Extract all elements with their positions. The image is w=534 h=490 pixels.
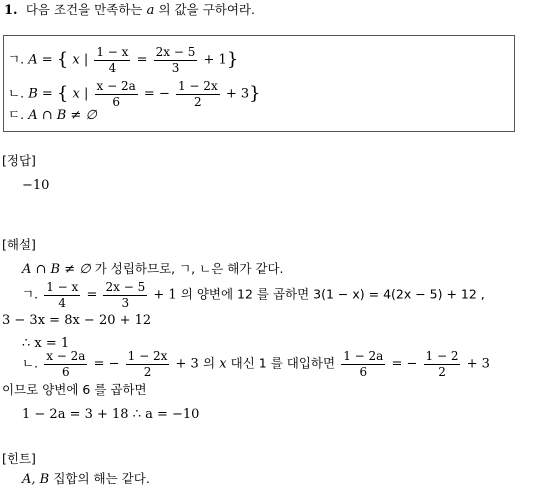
condition-2: ㄴ. B = { x | $\frac{x - 2a}{6}$ = − $\frac{1 - 2x}{2}$ + 3} bbox=[8, 79, 261, 109]
condition-2-lhs: B = bbox=[28, 86, 57, 102]
condition-2-marker: ㄴ. bbox=[8, 85, 25, 101]
explanation-line-4: ∴ x = 1 bbox=[22, 336, 70, 351]
explanation-line-5-tail2: + 3 bbox=[466, 356, 490, 372]
explanation-line-5-text-a: 의 bbox=[202, 355, 216, 371]
explanation-line-5-f4-num: 1 − 2 bbox=[425, 349, 459, 363]
question-text-after: 의 값을 구하여라. bbox=[158, 2, 255, 17]
explanation-line-2-eq: = bbox=[86, 287, 98, 303]
condition-1-set-var: x bbox=[72, 52, 80, 68]
explanation-line-5-f2-num: 1 − 2x bbox=[127, 349, 168, 363]
hint-label: [힌트] bbox=[2, 451, 36, 466]
explanation-line-1 bbox=[22, 263, 284, 276]
explanation-line-2-marker: ㄱ. bbox=[22, 286, 39, 302]
explanation-line-5-f2-den: 2 bbox=[143, 364, 152, 379]
explanation-line-5 bbox=[22, 350, 490, 378]
explanation-line-2-fraction-2 bbox=[103, 281, 147, 309]
hint-text: 집합의 해는 같다. bbox=[53, 471, 150, 486]
hint-line bbox=[22, 473, 150, 486]
explanation-line-1-math: A ∩ B ≠ ∅ bbox=[22, 262, 91, 277]
explanation-line-5-f3-den: 6 bbox=[359, 364, 368, 379]
explanation-line-3: 3 − 3x = 8x − 20 + 12 bbox=[2, 313, 152, 328]
question-line bbox=[4, 4, 255, 17]
explanation-line-2-text: 의 양변에 12 를 곱하면 3(1 − x) = 4(2x − 5) + 12 , bbox=[180, 286, 485, 302]
condition-1-fraction-1 bbox=[94, 46, 130, 74]
explanation-line-2-f1-num: 1 − x bbox=[46, 280, 79, 294]
condition-3 bbox=[8, 109, 97, 122]
condition-2-f1-den: 6 bbox=[112, 94, 120, 109]
question-number: 1. bbox=[4, 3, 18, 18]
condition-3-expr: A ∩ B ≠ ∅ bbox=[28, 108, 97, 123]
condition-2-set-var: x bbox=[72, 86, 80, 102]
explanation-line-5-f4-den: 2 bbox=[438, 364, 446, 379]
condition-1-lhs: A = bbox=[28, 52, 57, 68]
explanation-line-5-fraction-2 bbox=[126, 350, 170, 378]
answer-label: [정답] bbox=[2, 153, 36, 168]
explanation-line-5-f1-den: 6 bbox=[62, 364, 70, 379]
condition-2-bar: | bbox=[84, 86, 89, 102]
hint-math: A, B bbox=[22, 472, 50, 487]
explanation-line-2 bbox=[22, 281, 485, 309]
explanation-line-2-tail: + 1 bbox=[153, 287, 177, 303]
condition-1-f2-den: 3 bbox=[171, 60, 180, 75]
explanation-line-5-fraction-1 bbox=[44, 350, 87, 378]
condition-1-eq: = bbox=[136, 52, 148, 68]
explanation-line-6: 이므로 양변에 6 를 곱하면 bbox=[2, 382, 147, 397]
explanation-line-5-fraction-3 bbox=[341, 350, 385, 378]
explanation-line-5-fraction-4 bbox=[424, 350, 461, 378]
explanation-line-2-f1-den: 4 bbox=[58, 295, 67, 310]
explanation-line-5-text-b: 대신 1 를 대입하면 bbox=[230, 355, 336, 371]
condition-1-f1-num: 1 − x bbox=[96, 45, 129, 59]
condition-2-f2-den: 2 bbox=[194, 94, 202, 109]
answer-value: −10 bbox=[22, 178, 50, 193]
condition-1: ㄱ. A = { x | $\frac{1 - x}{4}$ = $\frac{2x - 5}{3}$ + 1} bbox=[8, 45, 239, 75]
explanation-line-5-eq: = − bbox=[93, 356, 120, 372]
condition-1-marker: ㄱ. bbox=[8, 51, 25, 67]
explanation-line-1-text: 가 성립하므로, ㄱ, ㄴ은 해가 같다. bbox=[94, 261, 284, 276]
explanation-line-5-tail: + 3 bbox=[175, 356, 199, 372]
condition-1-fraction-2 bbox=[154, 46, 198, 74]
explanation-line-5-f3-num: 1 − 2a bbox=[343, 349, 384, 363]
condition-2-f2-num: 1 − 2x bbox=[177, 79, 218, 93]
explanation-line-2-fraction-1 bbox=[44, 281, 80, 309]
condition-1-bar: | bbox=[83, 52, 89, 68]
explanation-line-5-eq2: = − bbox=[391, 356, 418, 372]
condition-2-fraction-2 bbox=[176, 80, 220, 108]
explanation-line-7: 1 − 2a = 3 + 18 ∴ a = −10 bbox=[22, 407, 200, 422]
explanation-line-5-f1-num: x − 2a bbox=[46, 349, 86, 363]
condition-1-tail: + 1 bbox=[203, 52, 227, 68]
explanation-label: [해설] bbox=[2, 237, 36, 252]
question-text-before: 다음 조건을 만족하는 bbox=[25, 2, 143, 17]
question-variable: a bbox=[146, 3, 155, 18]
condition-2-tail: + 3 bbox=[225, 86, 250, 102]
condition-3-marker: ㄷ. bbox=[8, 107, 25, 122]
condition-2-f1-num: x − 2a bbox=[96, 79, 136, 93]
explanation-line-2-f2-den: 3 bbox=[121, 295, 130, 310]
condition-2-fraction-1 bbox=[95, 80, 138, 108]
explanation-line-5-var: x bbox=[219, 356, 227, 372]
condition-2-eq: = − bbox=[143, 86, 170, 102]
condition-1-f2-num: 2x − 5 bbox=[155, 45, 196, 59]
explanation-line-2-f2-num: 2x − 5 bbox=[105, 280, 146, 294]
explanation-line-5-marker: ㄴ. bbox=[22, 355, 39, 371]
condition-1-f1-den: 4 bbox=[108, 60, 117, 75]
